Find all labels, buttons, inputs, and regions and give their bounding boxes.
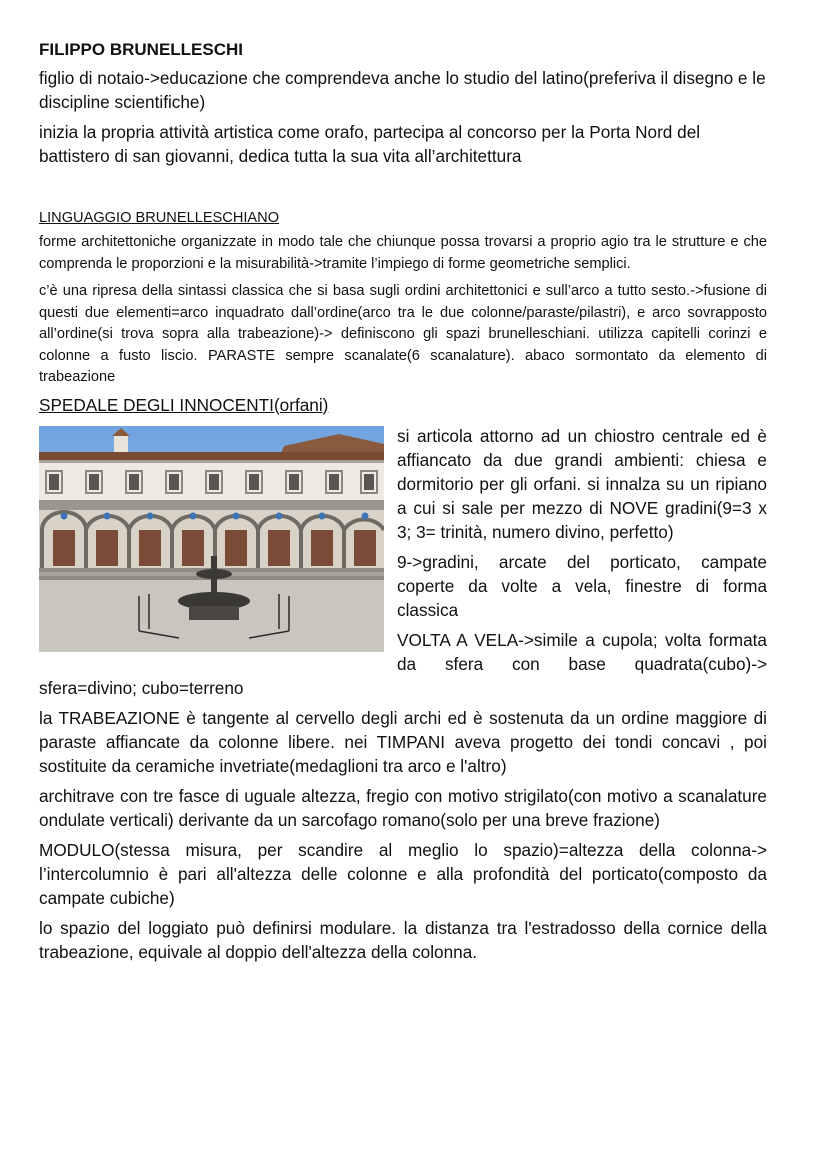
document-page	[39, 40, 767, 970]
document-title: FILIPPO BRUNELLESCHI	[39, 40, 244, 59]
spedale-paragraph-6: MODULO(stessa misura, per scandire al meglio lo spazio)=altezza della colonna-> l’intercolumnio è pari all'altezza delle colonne e alla profondità del porticato(composto da campate cubiche)	[39, 839, 767, 908]
spedale-paragraph-4: la TRABEAZIONE è tangente al cervello degli archi ed è sostenuta da un ordine maggiore di paraste affiancate da colonne libere. nei TIMPANI aveva progetto dei tondi concavi , poi sostituite da ceramiche invetriate(medaglioni tra arco e l'altro)	[39, 707, 767, 776]
spedale-paragraph-3: VOLTA A VELA->simile a cupola; volta formata da sfera con base quadrata(cubo)-> sfera=divino; cubo=terreno	[39, 629, 767, 698]
spedale-paragraph-5: architrave con tre fasce di uguale altezza, fregio con motivo strigilato(con motivo a scanalature ondulate verticali) derivante da un sarcofago romano(solo per una breve frazione)	[39, 785, 767, 830]
linguaggio-paragraph-2: c’è una ripresa della sintassi classica che si basa sugli ordini architettonici e sull’arco a tutto sesto.->fusione di questi due elementi=arco inquadrato dall’ordine(arco tra le due colonne/paraste/pilastri), e arco sovrapposto all’ordine(si trova sopra alla trabeazione)-> definiscono gli spazi brunelleschiani. utilizza capitelli corinzi e colonne a fusto liscio. PARASTE sempre scanalate(6 scanalature). abaco sormontato da elemento di trabeazione	[39, 283, 767, 385]
spedale-paragraph-7: lo spazio del loggiato può definirsi modulare. la distanza tra l'estradosso della cornice della trabeazione, equivale al doppio dell'altezza della colonna.	[39, 917, 767, 962]
section-heading-linguaggio: LINGUAGGIO BRUNELLESCHIANO	[39, 210, 280, 226]
linguaggio-paragraph-1: forme architettoniche organizzate in modo tale che chiunque possa trovarsi a proprio agio tra le strutture e che comprenda le proporzioni e la misurabilità->tramite l’impiego di forme geometriche semplici.	[39, 234, 767, 272]
spedale-photo	[39, 426, 384, 652]
intro-paragraph-1: figlio di notaio->educazione che comprendeva anche lo studio del latino(preferiva il disegno e le discipline scientifiche)	[39, 68, 766, 112]
section-heading-spedale: SPEDALE DEGLI INNOCENTI(orfani)	[39, 394, 329, 415]
spedale-paragraph-2: 9->gradini, arcate del porticato, campate coperte da volte a vela, finestre di forma classica	[397, 551, 767, 620]
intro-paragraph-2: inizia la propria attività artistica come orafo, partecipa al concorso per la Porta Nord del battistero di san giovanni, dedica tutta la sua vita all’architettura	[39, 122, 701, 166]
spedale-paragraph-1: si articola attorno ad un chiostro centrale ed è affiancato da due grandi ambienti: chiesa e dormitorio per gli orfani. si innalza su un ripiano a cui si sale per mezzo di NOVE gradini(9=3 x 3; 3= trinità, numero divino, perfetto)	[397, 425, 767, 542]
